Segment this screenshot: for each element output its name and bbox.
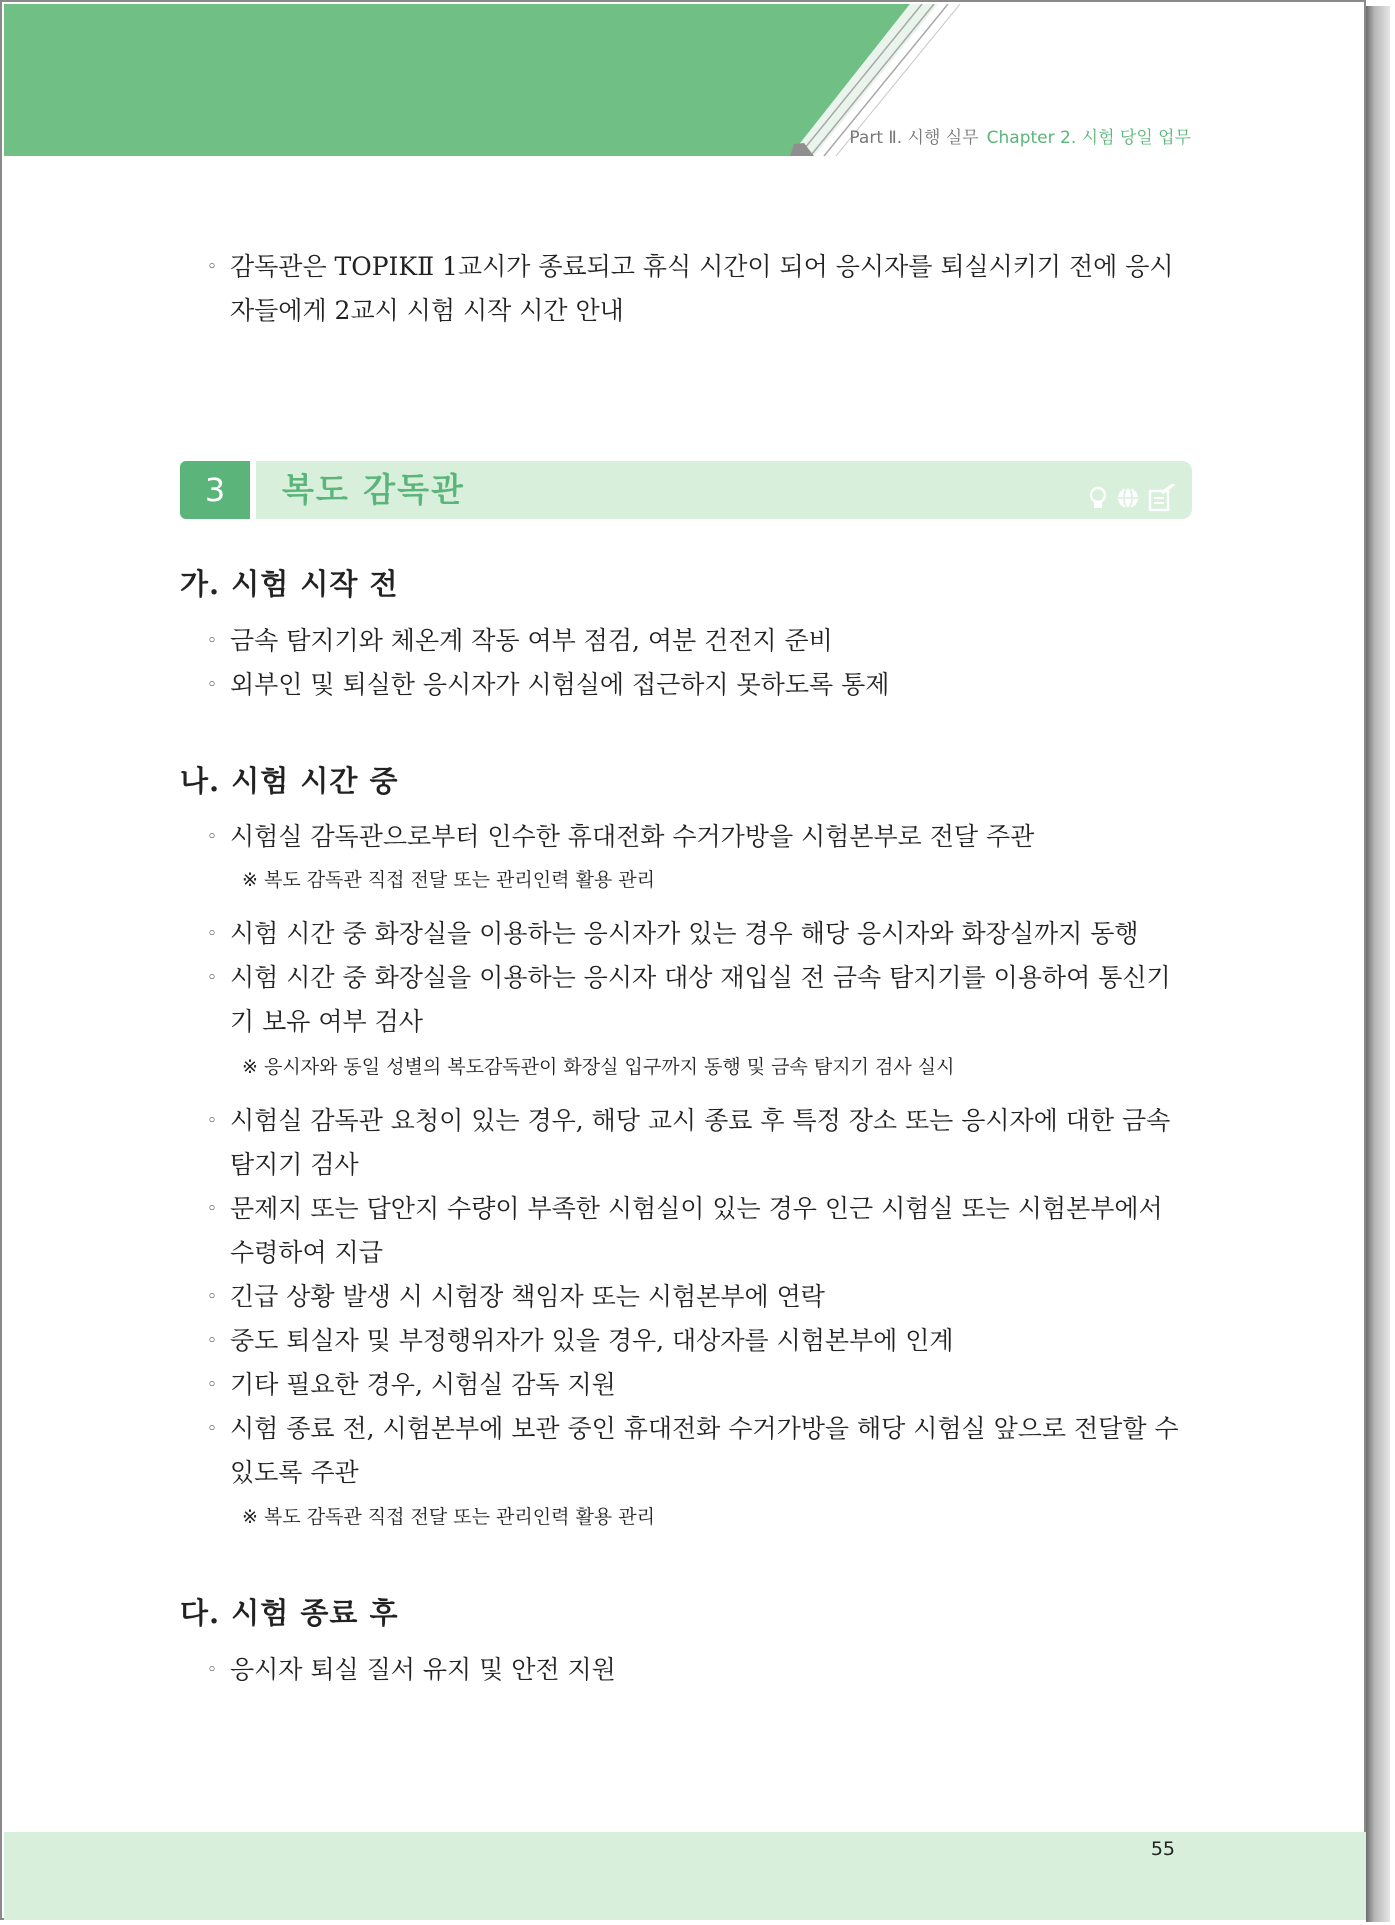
list-item	[207, 663, 1192, 707]
list-item	[207, 956, 1192, 1044]
note-text: ※ 복도 감독관 직접 전달 또는 관리인력 활용 관리	[242, 869, 655, 891]
bullet: ◦	[207, 1199, 218, 1219]
bullet: ◦	[207, 1419, 218, 1439]
globe-icon	[1118, 488, 1138, 508]
bullet: ◦	[207, 827, 218, 847]
section-title-bar	[256, 461, 1192, 519]
list-item-text: 응시자 퇴실 질서 유지 및 안전 지원	[230, 1655, 616, 1684]
bullet: ◦	[207, 631, 218, 651]
bullet: ◦	[207, 1660, 218, 1680]
list-item-text: 시험실 감독관으로부터 인수한 휴대전화 수거가방을 시험본부로 전달 주관	[230, 822, 1035, 851]
bullet: ◦	[207, 1331, 218, 1351]
list-item-text: 금속 탐지기와 체온계 작동 여부 점검, 여분 건전지 준비	[230, 626, 833, 655]
subsection-heading: 가. 시험 시작 전	[180, 567, 399, 601]
list-item-text: 외부인 및 퇴실한 응시자가 시험실에 접근하지 못하도록 통제	[230, 670, 890, 699]
bullet: ◦	[207, 924, 218, 944]
header-band	[4, 4, 1366, 158]
list-item	[207, 1363, 1192, 1407]
section-heading	[180, 461, 1192, 519]
list-item	[207, 912, 1192, 956]
list-item	[207, 1099, 1192, 1187]
running-header	[849, 123, 1191, 148]
header-part: Part Ⅱ. 시행 실무	[849, 128, 979, 148]
intro-item-text: 감독관은 TOPIKⅡ 1교시가 종료되고 휴식 시간이 되어 응시자를 퇴실시키기 전에 응시자들에게 2교시 시험 시작 시간 안내	[230, 252, 1174, 325]
intro-item	[207, 245, 1192, 333]
list-item-text: 기타 필요한 경우, 시험실 감독 지원	[230, 1370, 616, 1399]
list-item	[207, 1319, 1192, 1363]
list-item-text: 시험 시간 중 화장실을 이용하는 응시자 대상 재입실 전 금속 탐지기를 이용하여 통신기기 보유 여부 검사	[230, 963, 1171, 1036]
note-text: ※ 응시자와 동일 성별의 복도감독관이 화장실 입구까지 동행 및 금속 탐지기 검사 실시	[242, 1056, 955, 1078]
page-edge-shadow	[1366, 6, 1390, 1922]
header-chapter: Chapter 2. 시험 당일 업무	[986, 128, 1191, 148]
lightbulb-icon	[1091, 488, 1105, 508]
list-item-text: 긴급 상황 발생 시 시험장 책임자 또는 시험본부에 연락	[230, 1282, 825, 1311]
bullet: ◦	[207, 1375, 218, 1395]
bullet: ◦	[207, 675, 218, 695]
list-item-text: 시험실 감독관 요청이 있는 경우, 해당 교시 종료 후 특정 장소 또는 응시자에 대한 금속 탐지기 검사	[230, 1106, 1171, 1179]
list-item	[207, 815, 1192, 859]
section-icon-group	[1086, 484, 1178, 512]
subsection-heading: 다. 시험 종료 후	[180, 1596, 399, 1630]
bullet: ◦	[207, 257, 218, 277]
bullet: ◦	[207, 1287, 218, 1307]
list-item	[207, 1407, 1192, 1495]
bullet: ◦	[207, 1111, 218, 1131]
list-item-text: 시험 종료 전, 시험본부에 보관 중인 휴대전화 수거가방을 해당 시험실 앞으로 전달할 수 있도록 주관	[230, 1414, 1179, 1487]
section-title: 복도 감독관	[282, 470, 465, 509]
list-item-text: 시험 시간 중 화장실을 이용하는 응시자가 있는 경우 해당 응시자와 화장실까지 동행	[230, 919, 1139, 948]
note-pencil-icon	[1150, 484, 1174, 510]
list-item	[207, 1187, 1192, 1275]
note-text: ※ 복도 감독관 직접 전달 또는 관리인력 활용 관리	[242, 1506, 655, 1528]
list-item-text: 중도 퇴실자 및 부정행위자가 있을 경우, 대상자를 시험본부에 인계	[230, 1326, 954, 1355]
subsection-heading: 나. 시험 시간 중	[180, 764, 399, 798]
list-item	[207, 1648, 1192, 1692]
list-item-text: 문제지 또는 답안지 수량이 부족한 시험실이 있는 경우 인근 시험실 또는 시험본부에서 수령하여 지급	[230, 1194, 1163, 1267]
section-number: 3	[180, 461, 250, 519]
page-number: 55	[1150, 1838, 1175, 1860]
bullet: ◦	[207, 968, 218, 988]
list-item	[207, 619, 1192, 663]
list-item	[207, 1275, 1192, 1319]
